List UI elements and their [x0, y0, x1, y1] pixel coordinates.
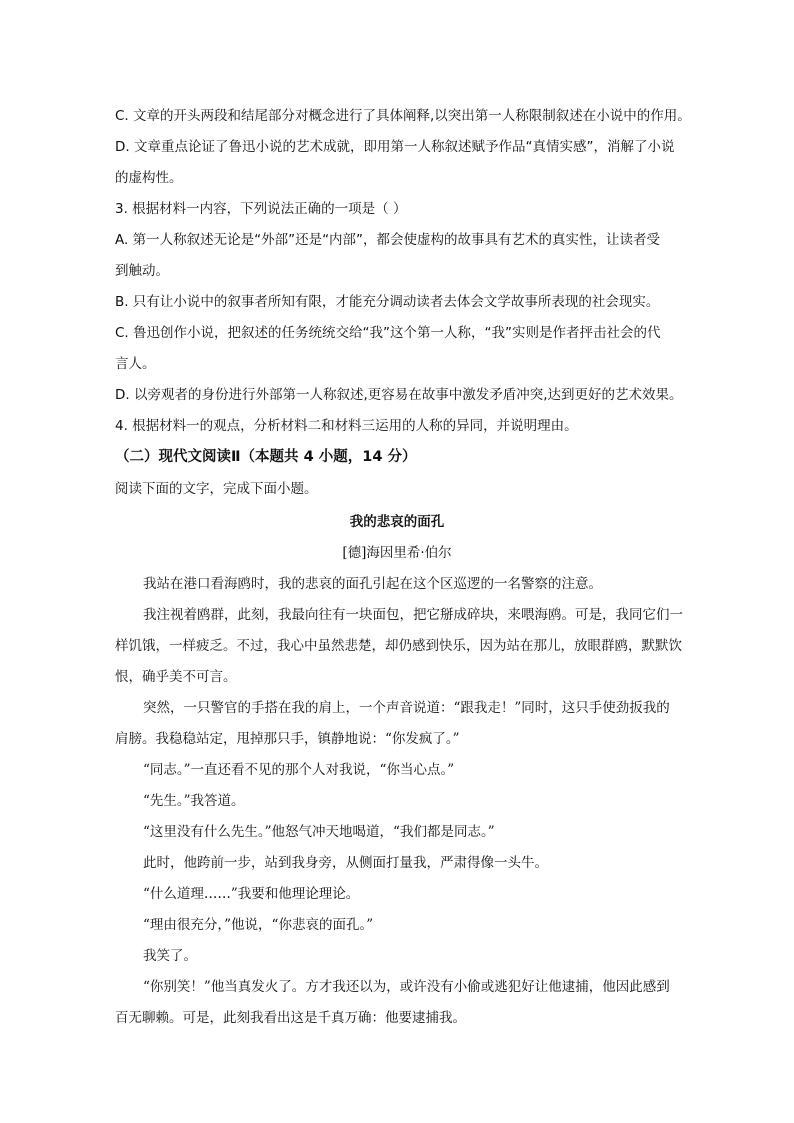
q3-option-c-line: C. 鲁迅创作小说，把叙述的任务统统交给“我”这个第一人称，“我”实则是作者抨击社会的代	[115, 325, 661, 341]
story-paragraph-3-line-2: 肩膀。我稳稳站定，甩掉那只手，镇静地说：“你发疯了。”	[115, 731, 460, 747]
q3-option-d: D. 以旁观者的身份进行外部第一人称叙述,更容易在故事中激发矛盾冲突,达到更好的艺术效果。	[115, 387, 683, 403]
q3-option-c-continuation: 言人。	[115, 356, 156, 372]
story-author: [德]海因里希·伯尔	[342, 545, 452, 561]
story-paragraph-5: “先生。”我答道。	[143, 793, 245, 809]
option-c-line: C. 文章的开头两段和结尾部分对概念进行了具体阐释,以突出第一人称限制叙述在小说中的作用。	[115, 108, 691, 124]
reading-instruction: 阅读下面的文字，完成下面小题。	[115, 481, 318, 497]
story-paragraph-6: “这里没有什么先生。”他怒气冲天地喝道，“我们都是同志。”	[143, 824, 495, 840]
story-paragraph-11-line-1: “你别笑！”他当真发火了。方才我还以为，或许没有小偷或逃犯好让他逮捕，他因此感到	[143, 979, 670, 995]
story-paragraph-1: 我站在港口看海鸥时，我的悲哀的面孔引起在这个区巡逻的一名警察的注意。	[143, 576, 602, 592]
option-d-line: D. 文章重点论证了鲁迅小说的艺术成就，即用第一人称叙述赋予作品“真情实感”，消解了小说	[115, 139, 675, 155]
story-paragraph-7: 此时，他跨前一步，站到我身旁，从侧面打量我，严肃得像一头牛。	[143, 855, 548, 871]
story-paragraph-2-line-1: 我注视着鸥群，此刻，我最向往有一块面包，把它掰成碎块，来喂海鸥。可是，我同它们一	[143, 607, 683, 623]
story-title: 我的悲哀的面孔	[349, 514, 445, 530]
q3-option-b: B. 只有让小说中的叙事者所知有限，才能充分调动读者去体会文学故事所表现的社会现实。	[115, 294, 660, 310]
story-paragraph-10: 我笑了。	[143, 948, 197, 964]
story-paragraph-9: “理由很充分，”他说，“你悲哀的面孔。”	[143, 917, 374, 933]
section-heading: （二）现代文阅读Ⅱ（本题共 4 小题，14 分）	[115, 449, 417, 465]
story-paragraph-11-line-2: 百无聊赖。可是，此刻我看出这是千真万确：他要逮捕我。	[115, 1010, 466, 1026]
story-paragraph-2-line-2: 样饥饿，一样疲乏。不过，我心中虽然悲楚，却仍感到快乐，因为站在那儿，放眼群鸥，默默饮	[115, 638, 682, 654]
q3-option-a-continuation: 到触动。	[115, 263, 169, 279]
question-4-stem: 4. 根据材料一的观点，分析材料二和材料三运用的人称的异同，并说明理由。	[115, 418, 578, 434]
story-paragraph-8: “什么道理……”我要和他理论理论。	[143, 886, 360, 902]
story-paragraph-3-line-1: 突然，一只警官的手搭在我的肩上，一个声音说道：“跟我走！”同时，这只手使劲扳我的	[143, 700, 670, 716]
story-paragraph-2-line-3: 恨，确乎美不可言。	[115, 669, 237, 685]
question-3-stem: 3. 根据材料一内容，下列说法正确的一项是（ ）	[115, 201, 407, 217]
story-paragraph-4: “同志。”一直还看不见的那个人对我说，“你当心点。”	[143, 762, 455, 778]
option-d-continuation: 的虚构性。	[115, 170, 183, 186]
q3-option-a-line: A. 第一人称叙述无论是“外部”还是“内部”，都会使虚构的故事具有艺术的真实性，让读者受	[115, 232, 661, 248]
